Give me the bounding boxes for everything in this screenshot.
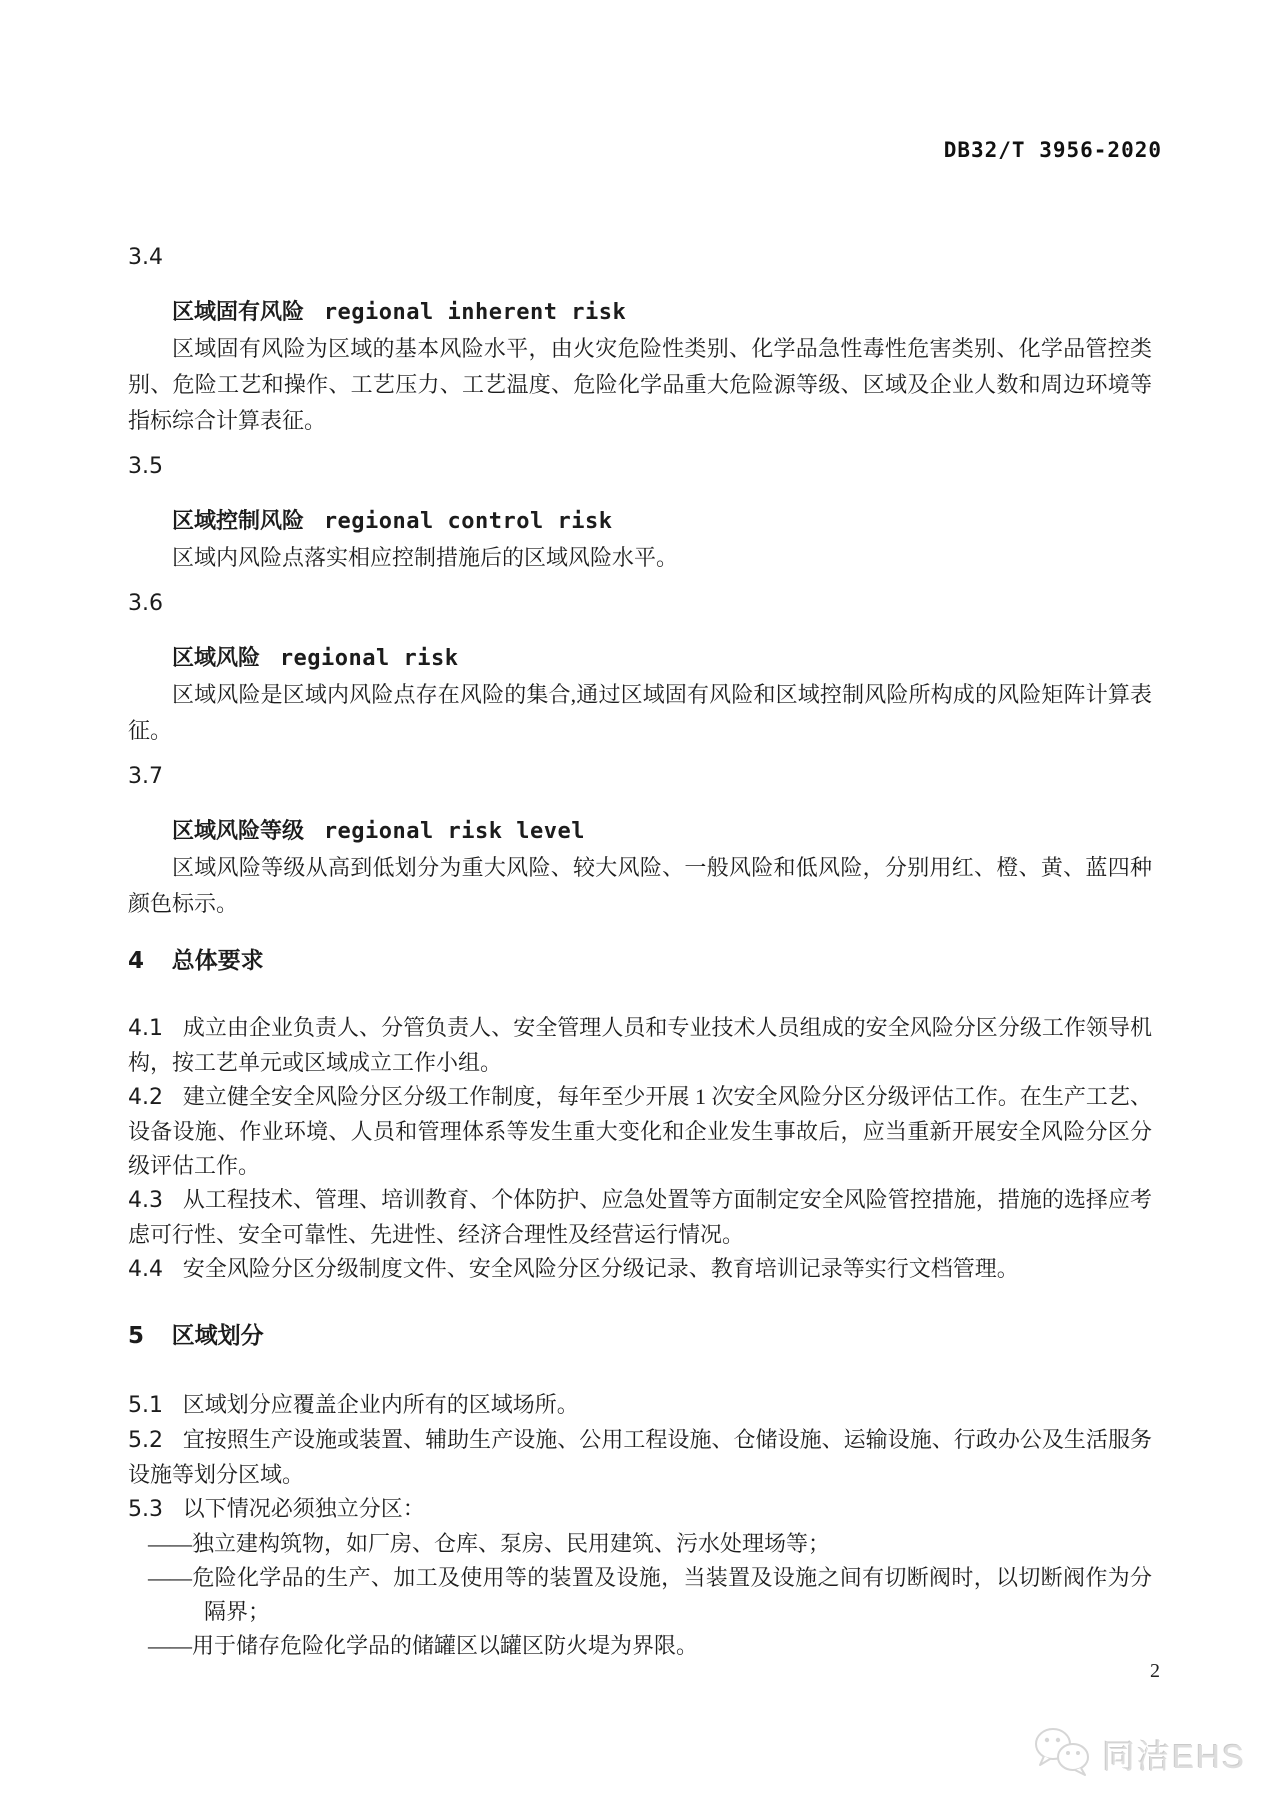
clause-text: 从工程技术、管理、培训教育、个体防护、应急处置等方面制定安全风险管控措施，措施的选择应考虑可行性、安全可靠性、先进性、经济合理性及经营运行情况。 [128, 1187, 1152, 1247]
definition-text: 区域固有风险为区域的基本风险水平，由火灾危险性类别、化学品急性毒性危害类别、化学品管控类别、危险工艺和操作、工艺压力、工艺温度、危险化学品重大危险源等级、区域及企业人数和周边环境等指标综合计算表征。 [128, 336, 1152, 433]
dash-list-item: ——独立建构筑物，如厂房、仓库、泵房、民用建筑、污水处理场等； [148, 1531, 831, 1556]
chapter-heading-5 [128, 1317, 1152, 1354]
chapter-5-clauses [128, 1388, 1152, 1663]
clause-text: 宜按照生产设施或装置、辅助生产设施、公用工程设施、仓储设施、运输设施、行政办公及生活服务设施等划分区域。 [128, 1427, 1152, 1487]
definition-term [128, 503, 1152, 540]
clause-number: 4.3 [128, 1188, 163, 1213]
clause [128, 1011, 1152, 1080]
term-en: regional risk [279, 646, 459, 671]
definition-text: 区域内风险点落实相应控制措施后的区域风险水平。 [172, 545, 679, 570]
document-body [128, 240, 1152, 1663]
term-zh: 区域固有风险 [172, 299, 305, 324]
clause [128, 1492, 1152, 1527]
clause [128, 1080, 1152, 1183]
standard-number-header: DB32/T 3956-2020 [943, 138, 1162, 162]
definition-text: 区域风险等级从高到低划分为重大风险、较大风险、一般风险和低风险，分别用红、橙、黄、蓝四种颜色标示。 [128, 855, 1152, 916]
dash-list-item: ——用于储存危险化学品的储罐区以罐区防火堤为界限。 [148, 1633, 699, 1658]
term-en: regional inherent risk [323, 300, 627, 325]
term-zh: 区域风险等级 [172, 818, 305, 843]
dash-list-item: ——危险化学品的生产、加工及使用等的装置及设施，当装置及设施之间有切断阀时，以切断阀作为分隔界； [148, 1565, 1152, 1624]
clause-number: 5.1 [128, 1393, 163, 1418]
clause-text: 成立由企业负责人、分管负责人、安全管理人员和专业技术人员组成的安全风险分区分级工作领导机构，按工艺单元或区域成立工作小组。 [128, 1015, 1152, 1075]
definition-number: 3.5 [128, 454, 163, 479]
clause-number: 4.2 [128, 1085, 163, 1110]
clause-text: 以下情况必须独立分区： [182, 1496, 425, 1521]
definition-term [128, 813, 1152, 850]
clause-number: 4.4 [128, 1257, 163, 1282]
chapter-heading-4 [128, 942, 1152, 979]
clause-text: 区域划分应覆盖企业内所有的区域场所。 [182, 1392, 579, 1417]
clause-text: 安全风险分区分级制度文件、安全风险分区分级记录、教育培训记录等实行文档管理。 [182, 1256, 1019, 1281]
term-en: regional control risk [323, 509, 613, 534]
term-zh: 区域风险 [172, 645, 261, 670]
wechat-icon [1032, 1726, 1094, 1783]
definition-text: 区域风险是区域内风险点存在风险的集合,通过区域固有风险和区域控制风险所构成的风险矩阵计算表征。 [128, 682, 1152, 743]
chapter-number: 5 [128, 1323, 145, 1349]
chapter-title: 总体要求 [171, 947, 264, 973]
clause-number: 5.2 [128, 1428, 163, 1453]
definition-number: 3.7 [128, 764, 163, 789]
chapter-title: 区域划分 [171, 1322, 264, 1348]
clause [128, 1252, 1152, 1287]
definition-number: 3.6 [128, 591, 163, 616]
definition-number: 3.4 [128, 245, 163, 270]
watermark [1032, 1726, 1246, 1783]
chapter-4-clauses [128, 1011, 1152, 1287]
page-number: 2 [1150, 1660, 1160, 1682]
clause-text: 建立健全安全风险分区分级工作制度，每年至少开展 1 次安全风险分区分级评估工作。在生产工艺、设备设施、作业环境、人员和管理体系等发生重大变化和企业发生事故后，应当重新开展安全风险分区分级评估工作。 [128, 1084, 1152, 1178]
clause [128, 1423, 1152, 1492]
definition-term [128, 640, 1152, 677]
clause [128, 1388, 1152, 1423]
definition-term [128, 294, 1152, 331]
term-zh: 区域控制风险 [172, 508, 305, 533]
watermark-text: 同洁EHS [1102, 1738, 1246, 1775]
clause [128, 1183, 1152, 1252]
chapter-number: 4 [128, 948, 145, 974]
clause-number: 4.1 [128, 1016, 163, 1041]
term-en: regional risk level [323, 819, 585, 844]
clause-number: 5.3 [128, 1497, 163, 1522]
